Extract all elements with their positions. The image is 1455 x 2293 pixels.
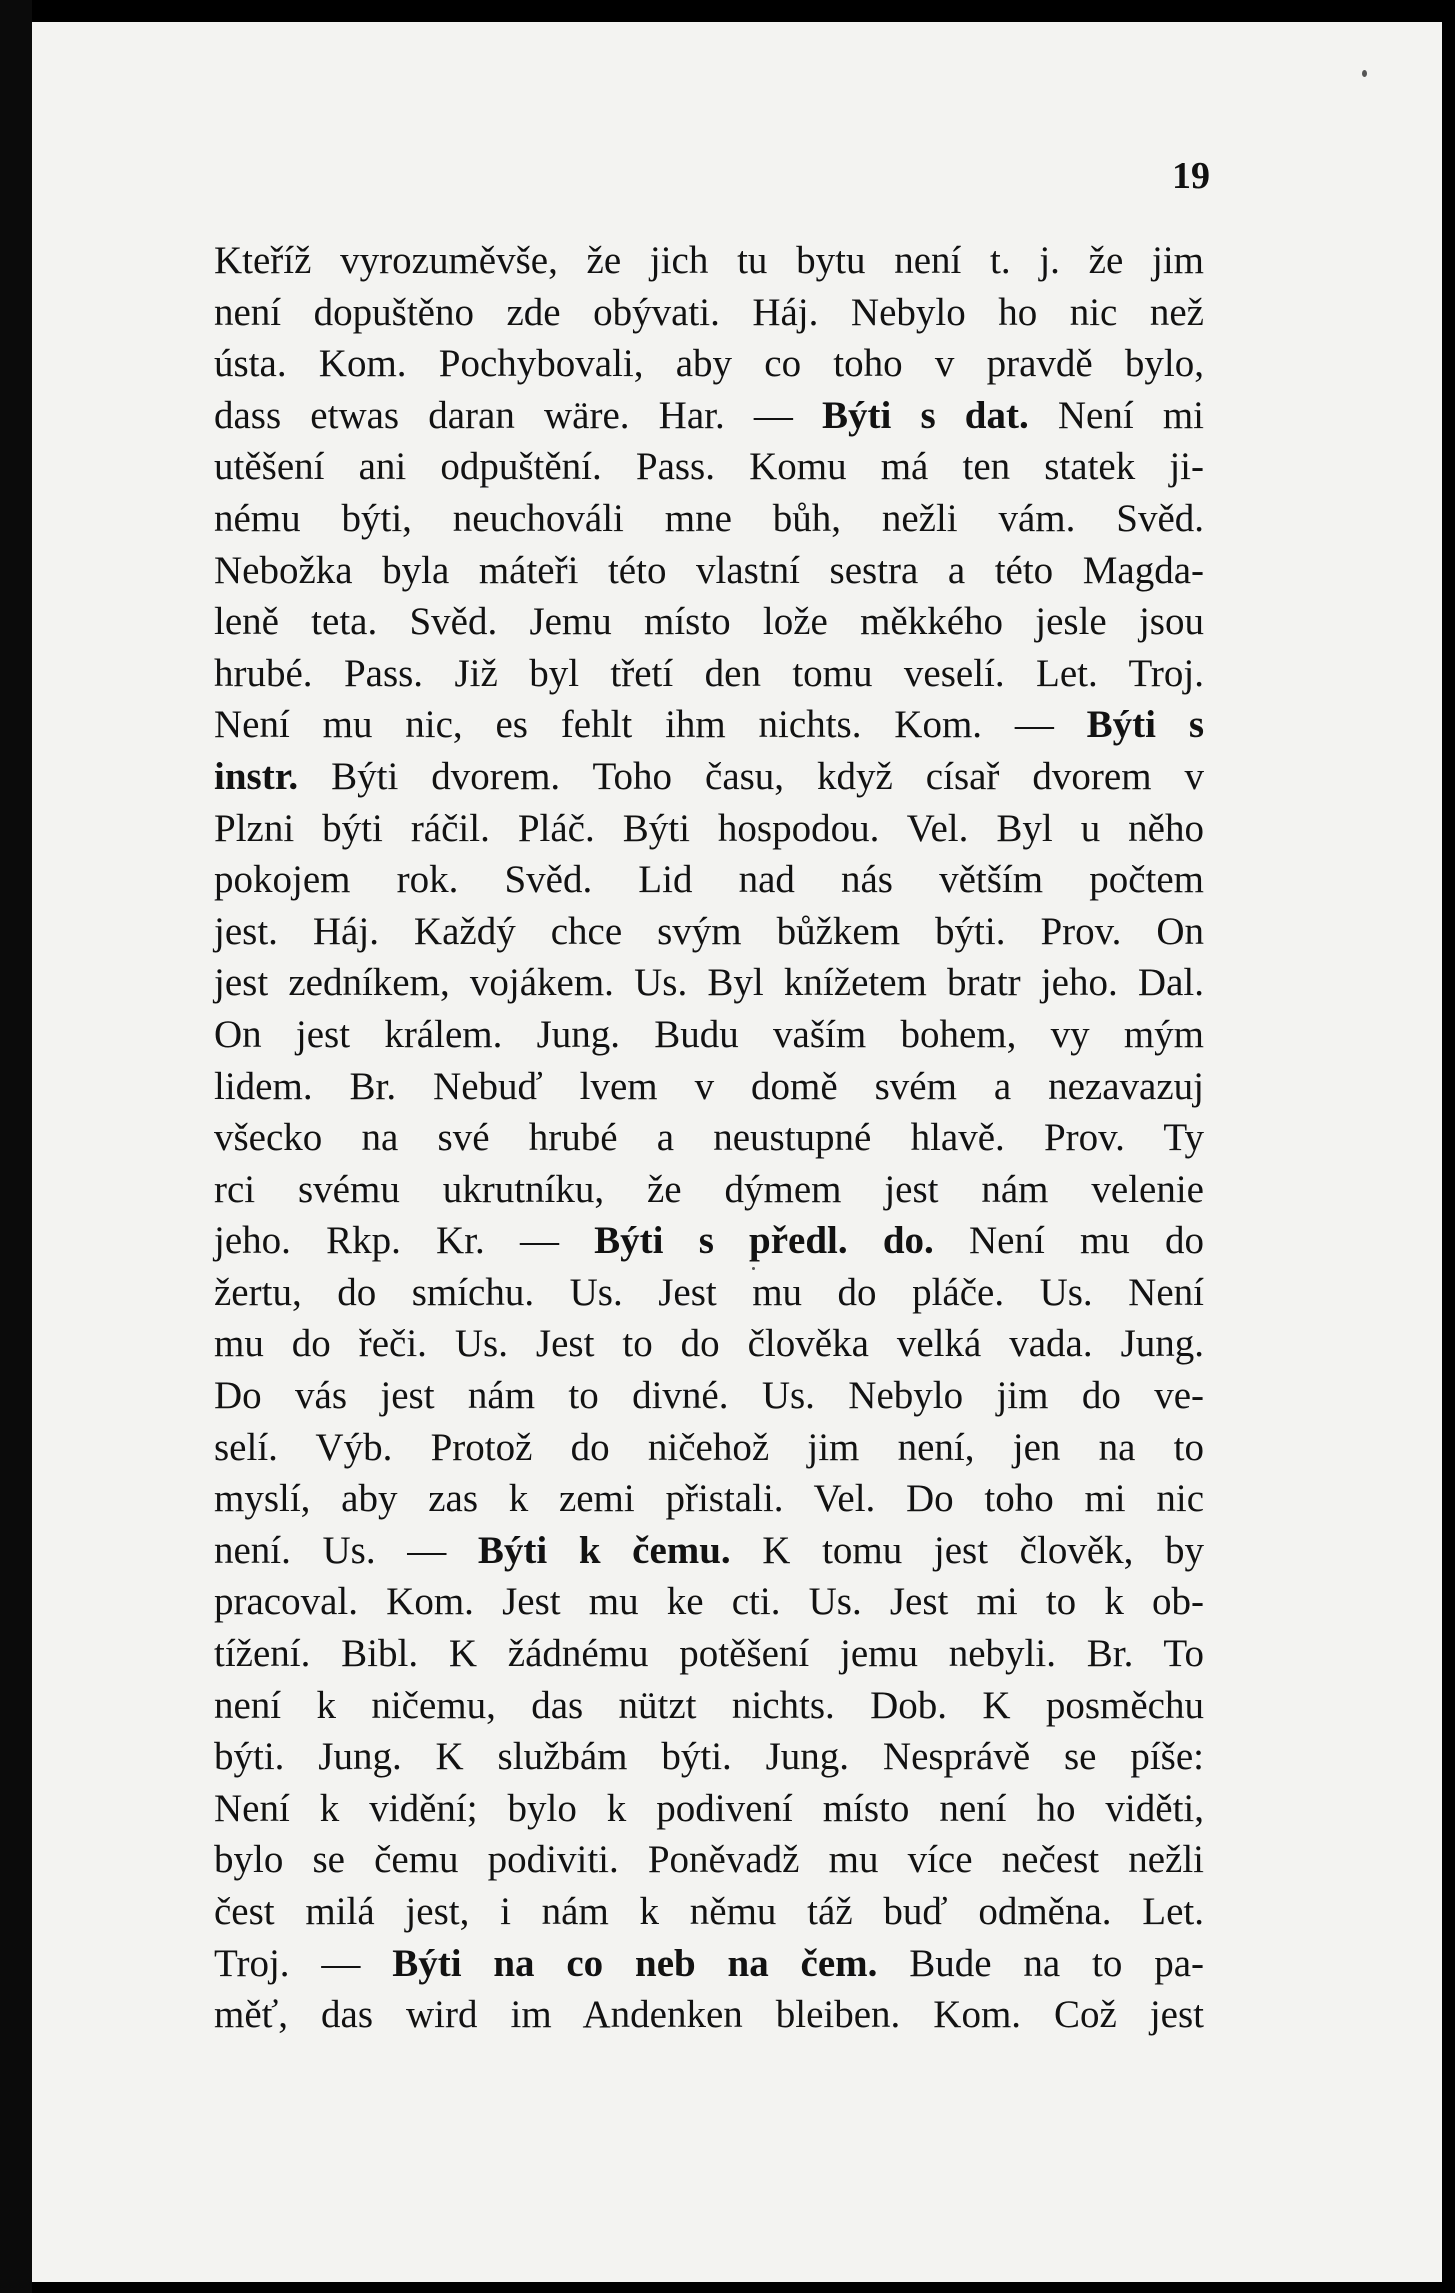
text-run: pracoval. Kom. Jest mu ke cti. Us. Jest mi to k ob- [214,1580,1204,1624]
text-line [214,1112,1204,1164]
text-run: není. Us. — [214,1528,478,1572]
text-run: K tomu jest člověk, by [730,1528,1204,1572]
text-run: myslí, aby zas k zemi přistali. Vel. Do toho mi nic [214,1477,1204,1521]
text-run: čest milá jest, i nám k němu táž buď odměna. Let. [214,1890,1204,1933]
text-line [214,596,1204,648]
text-run: dass etwas daran wäre. Har. — [214,393,822,437]
text-run: všecko na své hrubé a neustupné hlavě. Prov. Ty [214,1116,1204,1160]
page-number: 19 [1172,155,1210,197]
bold-heading-run: Býti s předl. do. [594,1219,934,1263]
text-run: jest zedníkem, vojákem. Us. Byl knížetem bratr jeho. Dal. [214,961,1204,1005]
text-line [214,1783,1204,1835]
text-line [214,1009,1204,1061]
text-line [214,1989,1204,2041]
text-line [214,1215,1204,1267]
text-run: Plzni býti ráčil. Pláč. Býti hospodou. Vel. Byl u něho [214,806,1204,850]
text-line [214,441,1204,493]
text-run: Kteříž vyrozuměvše, že jich tu bytu není t. j. že jim [214,239,1204,282]
text-run: měť, das wird im Andenken bleiben. Kom. Což jest [214,1993,1204,2037]
text-run: není k ničemu, das nützt nichts. Dob. K posměchu [214,1683,1204,1727]
text-run: Není mu do [933,1219,1204,1263]
text-run: utěšení ani odpuštění. Pass. Komu má ten statek ji- [214,445,1204,489]
text-run: Nebožka byla máteři této vlastní sestra a této Magda- [214,548,1204,592]
text-line [214,1886,1204,1938]
text-line [214,1834,1204,1886]
text-line [214,1628,1204,1680]
bold-heading-run: Býti k čemu. [477,1528,731,1572]
text-line [214,493,1204,545]
text-line [214,1680,1204,1732]
text-run: tížení. Bibl. K žádnému potěšení jemu nebyli. Br. To [214,1632,1204,1676]
bold-heading-run: Býti s dat. [822,393,1029,437]
text-run: Není k vidění; bylo k podivení místo není ho viděti, [214,1786,1204,1830]
text-run: pokojem rok. Svěd. Lid nad nás větším počtem [214,858,1204,902]
text-line [214,235,1204,287]
bold-heading-run: instr. [214,754,299,798]
text-line [214,1267,1204,1319]
text-line [214,1422,1204,1474]
text-run: Není mu nic, es fehlt ihm nichts. Kom. — [214,703,1087,747]
text-run: Troj. — [214,1941,393,1985]
text-run: leně teta. Svěd. Jemu místo lože měkkého jesle jsou [214,600,1204,644]
text-run: Není mi [1028,393,1204,437]
body-text [214,235,1204,2041]
text-line [214,1473,1204,1525]
text-line [214,1370,1204,1422]
text-run: On jest králem. Jung. Budu vaším bohem, vy mým [214,1012,1204,1056]
text-run: ústa. Kom. Pochybovali, aby co toho v pravdě bylo, [214,342,1204,386]
text-line [214,1525,1204,1577]
text-line [214,854,1204,906]
text-run: býti. Jung. K službám býti. Jung. Nesprávě se píše: [214,1735,1204,1779]
text-run: jest. Háj. Každý chce svým bůžkem býti. Prov. On [214,909,1204,953]
text-run: mu do řeči. Us. Jest to do člověka velká vada. Jung. [214,1322,1204,1366]
bold-heading-run: Býti s [1086,703,1205,747]
text-line [214,1938,1204,1990]
text-run: Do vás jest nám to divné. Us. Nebylo jim do ve- [214,1374,1204,1418]
text-line [214,1164,1204,1216]
text-line [214,1731,1204,1783]
text-line [214,1061,1204,1113]
text-line [214,1576,1204,1628]
text-line [214,906,1204,958]
text-run: lidem. Br. Nebuď lvem v domě svém a nezavazuj [214,1064,1204,1108]
text-run: rci svému ukrutníku, že dýmem jest nám velenie [214,1167,1204,1211]
scan-border [0,0,32,2293]
dust-speck [1362,70,1367,77]
text-line [214,957,1204,1009]
bold-heading-run: Býti na co neb na čem. [392,1941,878,1985]
text-run: selí. Výb. Protož do ničehož jim není, jen na to [214,1425,1204,1469]
text-run: nému býti, neuchováli mne bůh, nežli vám. Svěd. [214,496,1204,540]
text-line [214,803,1204,855]
text-run: není dopuštěno zde obývati. Háj. Nebylo ho nic než [214,290,1204,334]
text-line [214,390,1204,442]
text-line [214,699,1204,751]
text-run: bylo se čemu podiviti. Poněvadž mu více nečest nežli [214,1838,1204,1882]
text-line [214,545,1204,597]
text-run: hrubé. Pass. Již byl třetí den tomu veselí. Let. Troj. [214,651,1204,695]
text-run: Bude na to pa- [877,1941,1205,1985]
text-line [214,751,1204,803]
text-line [214,1318,1204,1370]
text-run: žertu, do smíchu. Us. Jest mu do pláče. Us. Není [214,1270,1204,1314]
text-line [214,648,1204,700]
text-line [214,338,1204,390]
text-run: Býti dvorem. Toho času, když císař dvorem v [298,754,1204,798]
text-line [214,287,1204,339]
text-run: jeho. Rkp. Kr. — [214,1219,595,1263]
